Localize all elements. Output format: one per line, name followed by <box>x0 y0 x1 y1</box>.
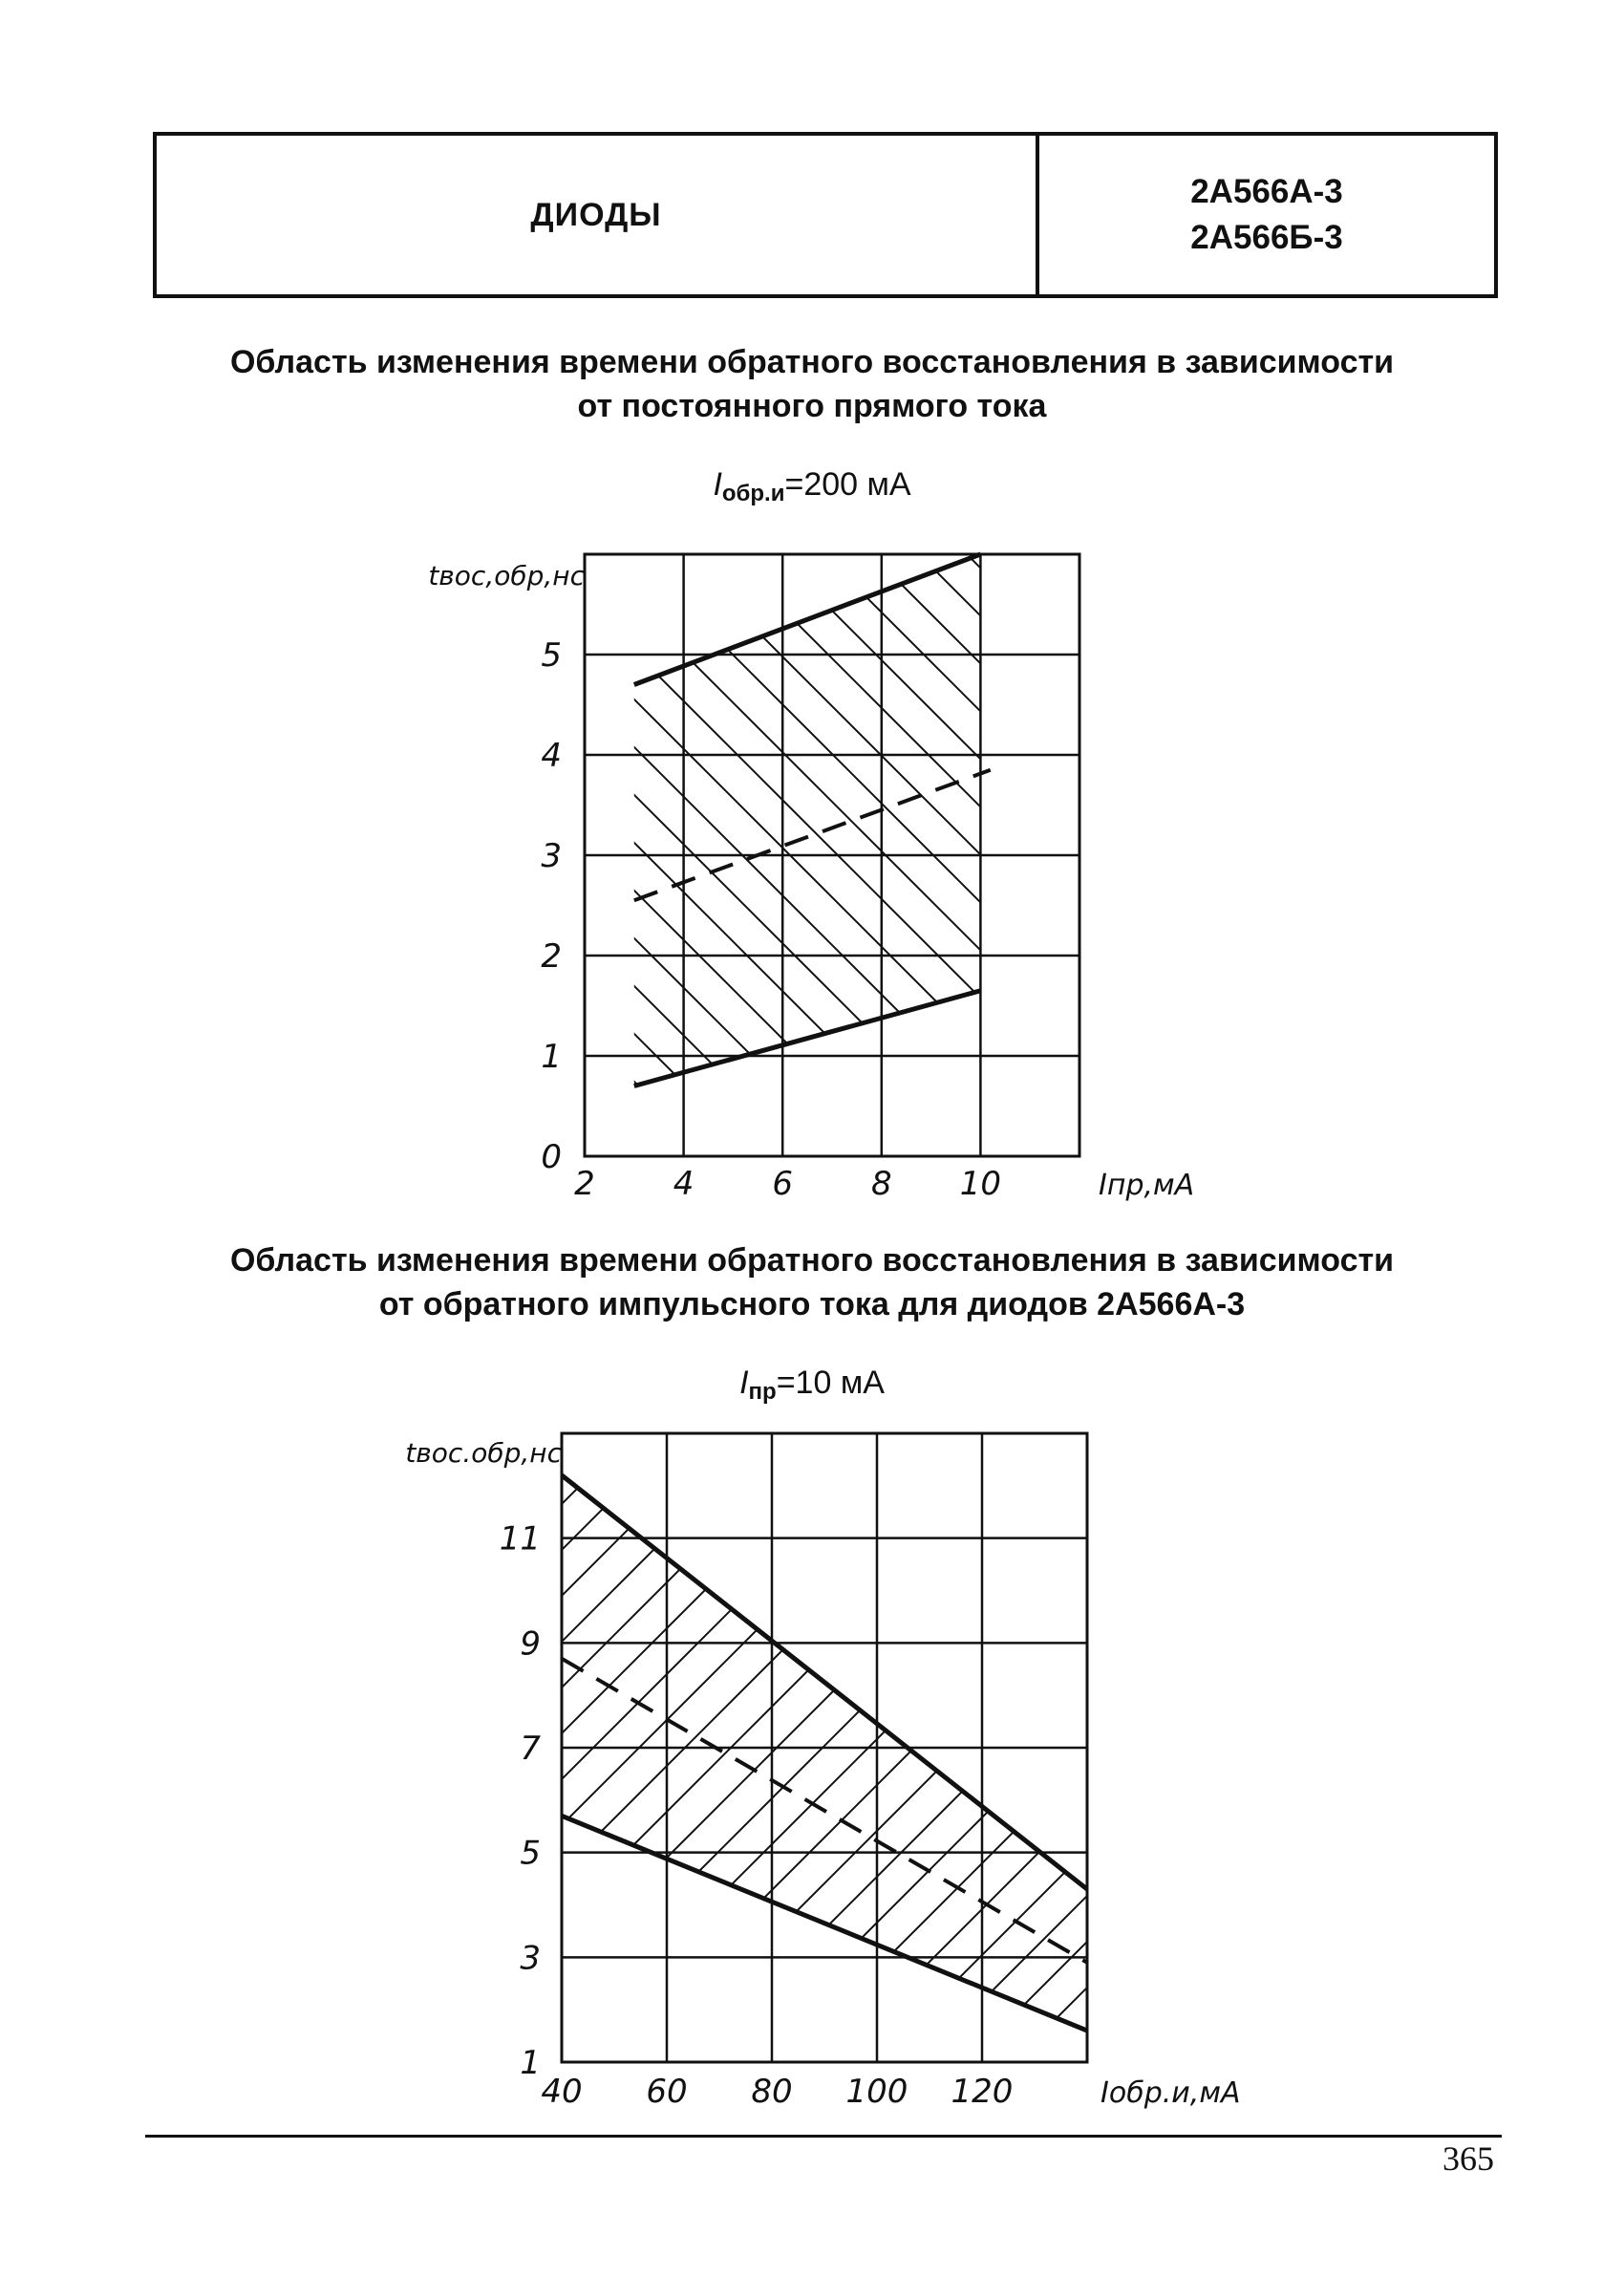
chart-2-hatch-line <box>0 1298 493 2150</box>
chart-2-hatch-line <box>0 1298 310 2150</box>
chart-1-x-tick-label: 8 <box>870 1165 892 1203</box>
chart-2-hatch-line <box>1165 1298 1624 2150</box>
chart-2-x-tick-label: 120 <box>951 2073 1014 2111</box>
chart-1-x-tick-label: 4 <box>673 1165 694 1203</box>
chart-2-hatch-line <box>707 1298 1624 2150</box>
chart-2-title-line-1: Область изменения времени обратного восстановления в зависимости <box>229 1242 1395 1279</box>
chart-2-hatch-line <box>0 1298 585 2150</box>
chart-2-hatch-line <box>248 1298 1624 2150</box>
chart-2-hatch-line <box>890 1298 1624 2150</box>
chart-2-hatch-line <box>844 1298 1624 2150</box>
chart-2-hatch-line <box>0 1298 676 2150</box>
chart-2-hatch-line <box>615 1298 1624 2150</box>
chart-1-y-tick-label: 2 <box>541 937 562 976</box>
chart-1-y-tick-label: 3 <box>541 837 562 875</box>
chart-1-y-tick-label: 5 <box>541 636 562 675</box>
chart-2-hatch-line <box>0 1298 355 2150</box>
chart-2-hatch-line <box>19 1298 1548 2150</box>
chart-2-hatch-line <box>1074 1298 1624 2150</box>
chart-2-hatch-line <box>0 1298 951 2150</box>
chart-2-hatch-line <box>0 1298 1318 2150</box>
chart-2-x-axis-label: Iобр.и,мА <box>1100 2076 1241 2110</box>
chart-2-hatch-line <box>0 1298 401 2150</box>
chart-2-y-tick-label: 5 <box>520 1834 541 1873</box>
chart-1-y-tick-label: 1 <box>541 1038 562 1076</box>
chart-2-hatch-line <box>0 1298 1502 2150</box>
chart-2-hatch <box>0 1298 1624 2150</box>
chart-2-hatch-line <box>157 1298 1624 2150</box>
chart-2-hatch-line <box>0 1298 1089 2150</box>
chart-2-hatch-line <box>294 1298 1624 2150</box>
chart-2-condition-value: =10 мА <box>776 1365 885 1401</box>
chart-2-title-line-2: от обратного импульсного тока для диодов 2А566А-3 <box>378 1286 1246 1322</box>
chart-2-condition-symbol: I <box>739 1365 749 1401</box>
chart-2-x-tick-label: 100 <box>845 2073 908 2111</box>
chart-2-hatch-line <box>1532 1298 1624 2150</box>
chart-2-hatch-line <box>111 1298 1624 2150</box>
chart-2-hatch-line <box>0 1298 1456 2150</box>
chart-2-hatch-line <box>1395 1298 1624 2150</box>
chart-2-hatch-line <box>0 1298 172 2150</box>
model-1: 2А566А-3 <box>1190 173 1343 210</box>
chart-2-y-tick-label: 1 <box>520 2044 541 2082</box>
chart-1-x-tick-label: 2 <box>574 1165 595 1203</box>
chart-2-hatch-line <box>0 1298 126 2150</box>
chart-1-x-axis-label: Iпр,мА <box>1099 1169 1195 1202</box>
chart-2-hatch-line <box>0 1298 630 2150</box>
chart-2-hatch-line <box>1303 1298 1624 2150</box>
chart-2-lower-boundary <box>562 1816 1087 2031</box>
chart-2-hatch-line <box>478 1298 1624 2150</box>
chart-2-hatch-line <box>432 1298 1624 2150</box>
chart-2-hatch-line <box>0 1298 1227 2150</box>
chart-2-hatch-line <box>0 1298 218 2150</box>
chart-2-x-tick-label: 80 <box>751 2073 793 2111</box>
chart-1-y-tick-label: 4 <box>541 737 562 775</box>
chart-2-hatch-line <box>936 1298 1624 2150</box>
footer-rule <box>145 2135 1502 2138</box>
page-number: 365 <box>1442 2139 1494 2178</box>
chart-2-hatch-line <box>0 1298 1410 2150</box>
chart-2-hatch-line <box>753 1298 1624 2150</box>
chart-1-y-axis-label: tвос,обр,нс <box>428 560 585 591</box>
chart-1-x-tick-label: 6 <box>772 1165 794 1203</box>
model-2: 2А566Б-3 <box>1190 219 1343 256</box>
chart-1-title-line-1: Область изменения времени обратного восстановления в зависимости <box>229 344 1395 380</box>
chart-2-hatch-line <box>799 1298 1624 2150</box>
chart-2-y-axis-label: tвос.обр,нс <box>405 1437 562 1469</box>
chart-1-y-tick-label: 0 <box>541 1138 562 1176</box>
chart-1-condition-subscript: обр.и <box>721 481 785 506</box>
chart-2-hatch-line <box>1486 1298 1624 2150</box>
chart-2-condition-subscript: пр <box>748 1379 777 1405</box>
chart-2-y-tick-label: 7 <box>520 1730 541 1768</box>
chart-2-hatch-line <box>0 1298 539 2150</box>
chart-1-condition-symbol: I <box>713 466 722 503</box>
chart-2-hatch-line <box>0 1298 860 2150</box>
chart-2-x-tick-label: 60 <box>646 2073 688 2111</box>
chart-2-hatch-line <box>0 1298 34 2150</box>
chart-2-y-tick-label: 3 <box>520 1939 541 1978</box>
chart-2-hatch-line <box>569 1298 1624 2150</box>
chart-2-hatch-line <box>0 1298 1364 2150</box>
chart-2-hatch-line <box>524 1298 1624 2150</box>
chart-1-title-line-2: от постоянного прямого тока <box>577 388 1047 424</box>
chart-2-hatch-line <box>0 1298 1181 2150</box>
chart-2-hatch-line <box>982 1298 1624 2150</box>
chart-2-hatch-line <box>1028 1298 1624 2150</box>
chart-2-hatch-line <box>0 1298 1043 2150</box>
chart-2-typical-dashed <box>562 1659 1087 1963</box>
chart-2-hatch-line <box>0 1298 264 2150</box>
chart-2-hatch-line <box>65 1298 1593 2150</box>
chart-2-hatch-line <box>1120 1298 1624 2150</box>
chart-2-hatch-line <box>0 1298 906 2150</box>
chart-2-y-tick-label: 9 <box>520 1624 541 1664</box>
chart-2-hatch-line <box>1211 1298 1624 2150</box>
chart-1-condition-value: =200 мА <box>784 466 911 503</box>
chart-2-hatch-line <box>0 1298 768 2150</box>
chart-2-hatch-line <box>1578 1298 1624 2150</box>
category-label: ДИОДЫ <box>530 196 662 233</box>
chart-2-hatch-line <box>0 1298 1272 2150</box>
chart-2-hatch-line <box>1441 1298 1624 2150</box>
chart-1-x-tick-label: 10 <box>959 1165 1002 1203</box>
chart-2-hatch-line <box>203 1298 1624 2150</box>
chart-2-hatch-line <box>0 1298 447 2150</box>
chart-2-y-tick-label: 11 <box>499 1519 541 1559</box>
chart-2-hatch-line <box>0 1298 722 2150</box>
chart-2-hatch-line <box>661 1298 1624 2150</box>
chart-2-x-tick-label: 40 <box>541 2073 583 2111</box>
chart-2-hatch-line <box>0 1298 1135 2150</box>
chart-2-hatch-line <box>0 1298 80 2150</box>
chart-2-hatch-line <box>0 1298 814 2150</box>
chart-2-hatch-line <box>1349 1298 1624 2150</box>
chart-2-hatch-line <box>1257 1298 1624 2150</box>
